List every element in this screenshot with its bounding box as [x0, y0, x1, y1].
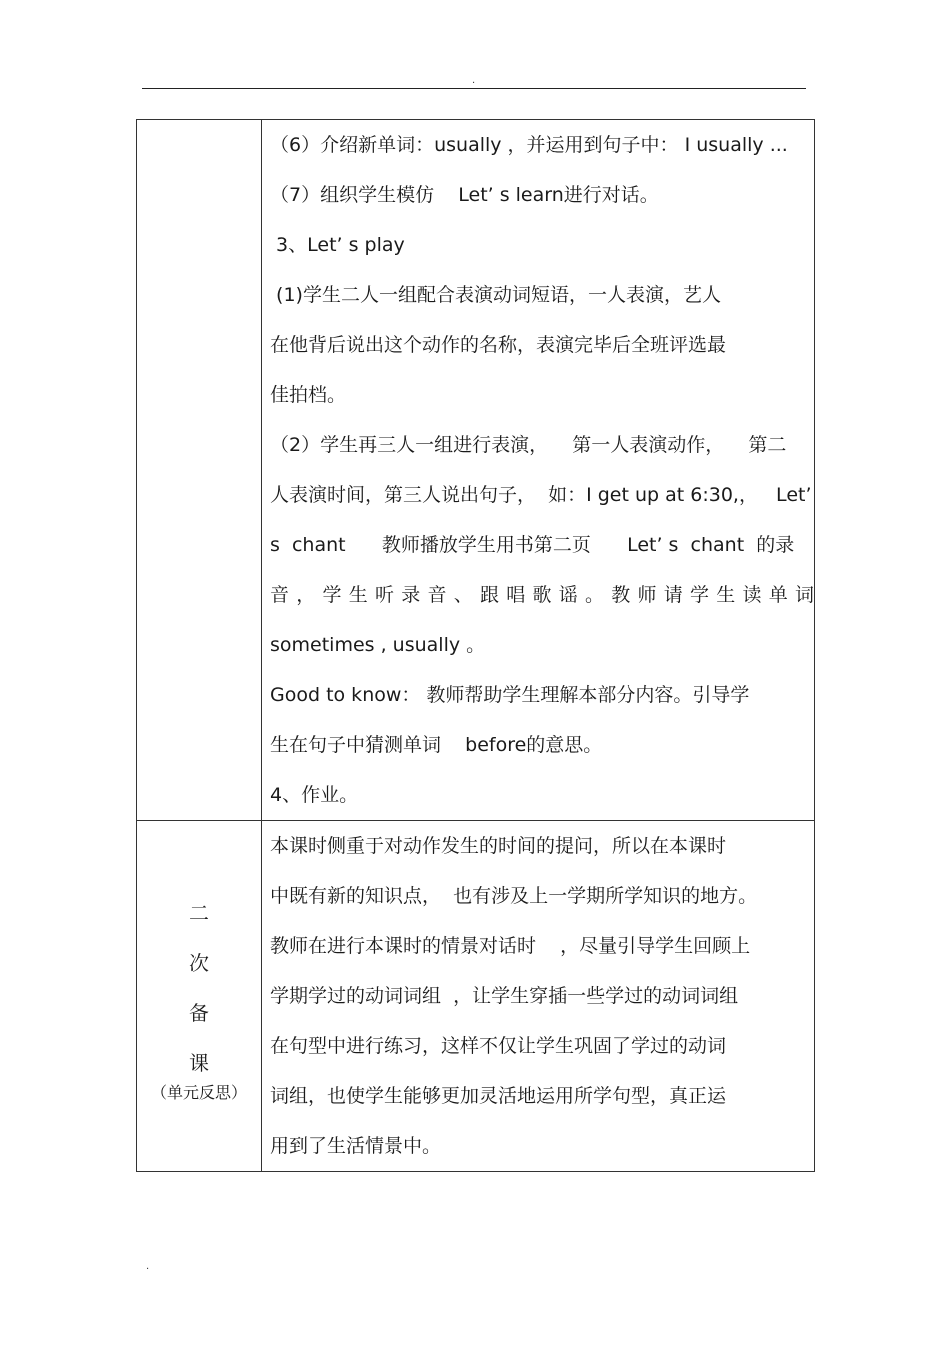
- label-subtitle: （单元反思）: [150, 1083, 247, 1102]
- table-row-reflection: [137, 821, 815, 1172]
- footer-dot: .: [146, 1261, 150, 1272]
- text-line: sometimes , usually 。: [270, 634, 486, 656]
- lesson-plan-table: [136, 119, 815, 1172]
- section-heading: 4、作业。: [270, 784, 359, 806]
- table-row-procedure: [137, 120, 815, 821]
- text-line: 在他背后说出这个动作的名称，表演完毕后全班评选最: [270, 334, 727, 356]
- reflection-label: [137, 888, 261, 1108]
- text-line: (1)学生二人一组配合表演动词短语，一人表演，艺人: [270, 284, 721, 306]
- text-line: 用到了生活情景中。: [270, 1135, 442, 1157]
- label-char: 课: [189, 1051, 209, 1075]
- text-line: 音，学生听录音、跟唱歌谣。教师请学生读单词: [270, 584, 814, 606]
- text-line: 本课时侧重于对动作发生的时间的提问，所以在本课时: [270, 835, 727, 857]
- text-line: （6）介绍新单词：usually ，并运用到句子中： I usually ...: [270, 134, 788, 156]
- reflection-content-cell: [262, 821, 815, 1172]
- text-line: 学期学过的动词词组 ，让学生穿插一些学过的动词词组: [270, 985, 739, 1007]
- text-line: 在句型中进行练习，这样不仅让学生巩固了学过的动词: [270, 1035, 727, 1057]
- label-char: 次: [189, 951, 209, 975]
- text-line: （2）学生再三人一组进行表演， 第一人表演动作， 第二: [270, 434, 787, 456]
- row-label-cell-empty: [137, 120, 262, 821]
- header-dot: .: [472, 75, 476, 86]
- section-heading: 3、Let’ s play: [270, 234, 405, 256]
- reflection-label-cell: [137, 821, 262, 1172]
- text-line: Good to know： 教师帮助学生理解本部分内容。引导学: [270, 684, 750, 706]
- text-line: 佳拍档。: [270, 384, 347, 406]
- text-line: （7）组织学生模仿 Let’ s learn进行对话。: [270, 184, 659, 206]
- procedure-content-cell: [262, 120, 815, 821]
- text-line: s chant 教师播放学生用书第二页 Let’ s chant 的录: [270, 534, 795, 556]
- label-char: 备: [189, 1001, 209, 1025]
- label-char: 二: [189, 901, 209, 925]
- text-line: 人表演时间，第三人说出句子， 如：I get up at 6:30,， Let’: [270, 484, 812, 506]
- text-line: 生在句子中猜测单词 before的意思。: [270, 734, 603, 756]
- text-line: 词组，也使学生能够更加灵活地运用所学句型，真正运: [270, 1085, 727, 1107]
- text-line: 教师在进行本课时的情景对话时 ，尽量引导学生回顾上: [270, 935, 751, 957]
- text-line: 中既有新的知识点， 也有涉及上一学期所学知识的地方。: [270, 885, 758, 907]
- header-rule: [142, 88, 806, 89]
